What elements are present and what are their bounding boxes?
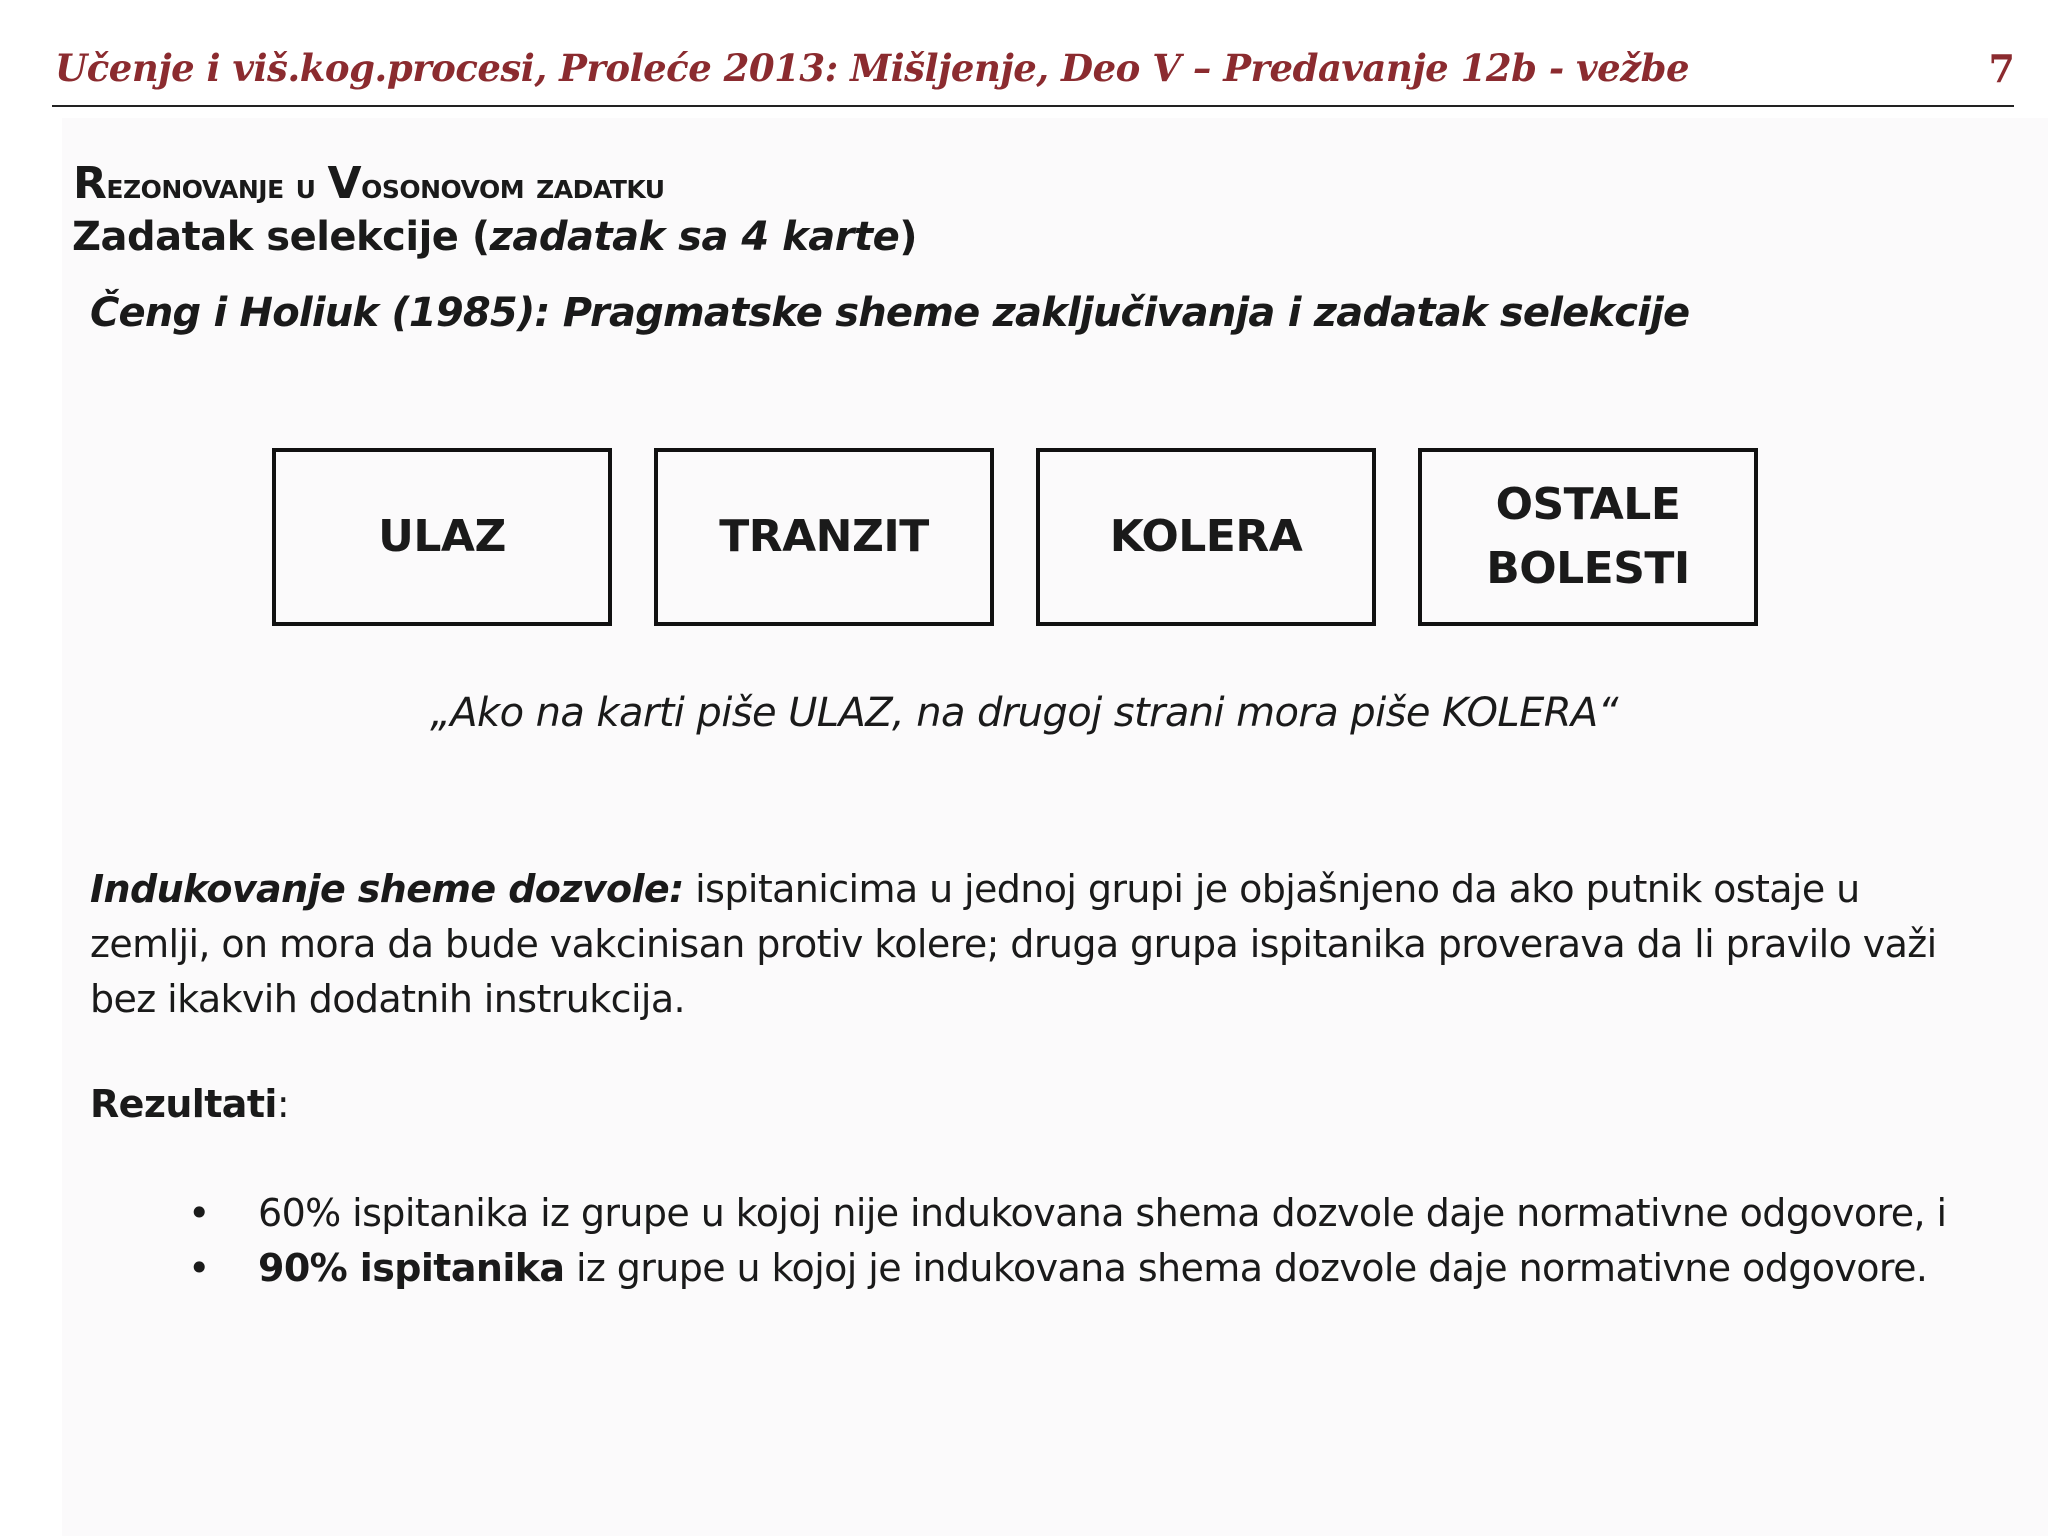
paragraph-body: ispitanicima u jednoj grupi je objašnjeno da ako putnik ostaje u zemlji, on mora da bude vakcinisan protiv kolere; druga grupa ispitanika proverava da li pravilo važi bez ikakvih dodatnih instrukcija. [90,867,1937,1021]
header-divider [52,105,2014,107]
card-ulaz [272,448,612,626]
card-ostale-bolesti [1418,448,1758,626]
results-heading [90,1082,289,1126]
section-heading [73,158,665,209]
card-label: KOLERA [1109,511,1303,562]
card-label: ULAZ [378,511,506,562]
card-tranzit [654,448,994,626]
slide-header [55,46,2015,102]
results-label: Rezultati [90,1082,277,1126]
paragraph-lead: Indukovanje sheme dozvole: [90,867,684,911]
task-title-suffix: ) [899,214,917,260]
section-heading-initial: R [73,158,107,209]
card-label: TRANZIT [719,511,929,562]
list-item [188,1241,1988,1296]
list-item-bold: 90% ispitanika [258,1246,565,1290]
list-item [188,1186,1988,1241]
card-set [272,448,1769,624]
results-colon: : [276,1082,290,1126]
task-title-prefix: Zadatak selekcije ( [72,214,490,260]
card-label-line2: BOLESTI [1486,543,1690,594]
bullet-icon: • [188,1191,210,1235]
task-title-italic: zadatak sa 4 karte [489,214,900,260]
bullet-icon: • [188,1246,210,1290]
section-heading-part2: osonovom zadatku [361,166,665,207]
section-heading-initial-2: V [327,158,362,209]
study-title: Čeng i Holiuk (1985): Pragmatske sheme zaključivanja i zadatak selekcije [90,290,1690,336]
list-item-text: iz grupe u kojoj je indukovana shema dozvole daje normativne odgovore. [564,1246,1928,1290]
rule-quote: „Ako na karti piše ULAZ, na drugoj strani mora piše KOLERA“ [430,690,1618,736]
section-heading-part1: ezonovanje u [106,166,328,207]
results-list [188,1186,1988,1296]
course-title: Učenje i viš.kog.procesi, Proleće 2013: Mišljenje, Deo V – Predavanje 12b - vežbe [55,46,1690,90]
page-number: 7 [1988,46,2015,91]
card-kolera [1036,448,1376,626]
permission-schema-paragraph [90,862,1970,1027]
task-title [72,214,917,260]
list-item-text: 60% ispitanika iz grupe u kojoj nije indukovana shema dozvole daje normativne odgovore, i [258,1191,1947,1235]
card-label-line1: OSTALE [1495,479,1681,530]
